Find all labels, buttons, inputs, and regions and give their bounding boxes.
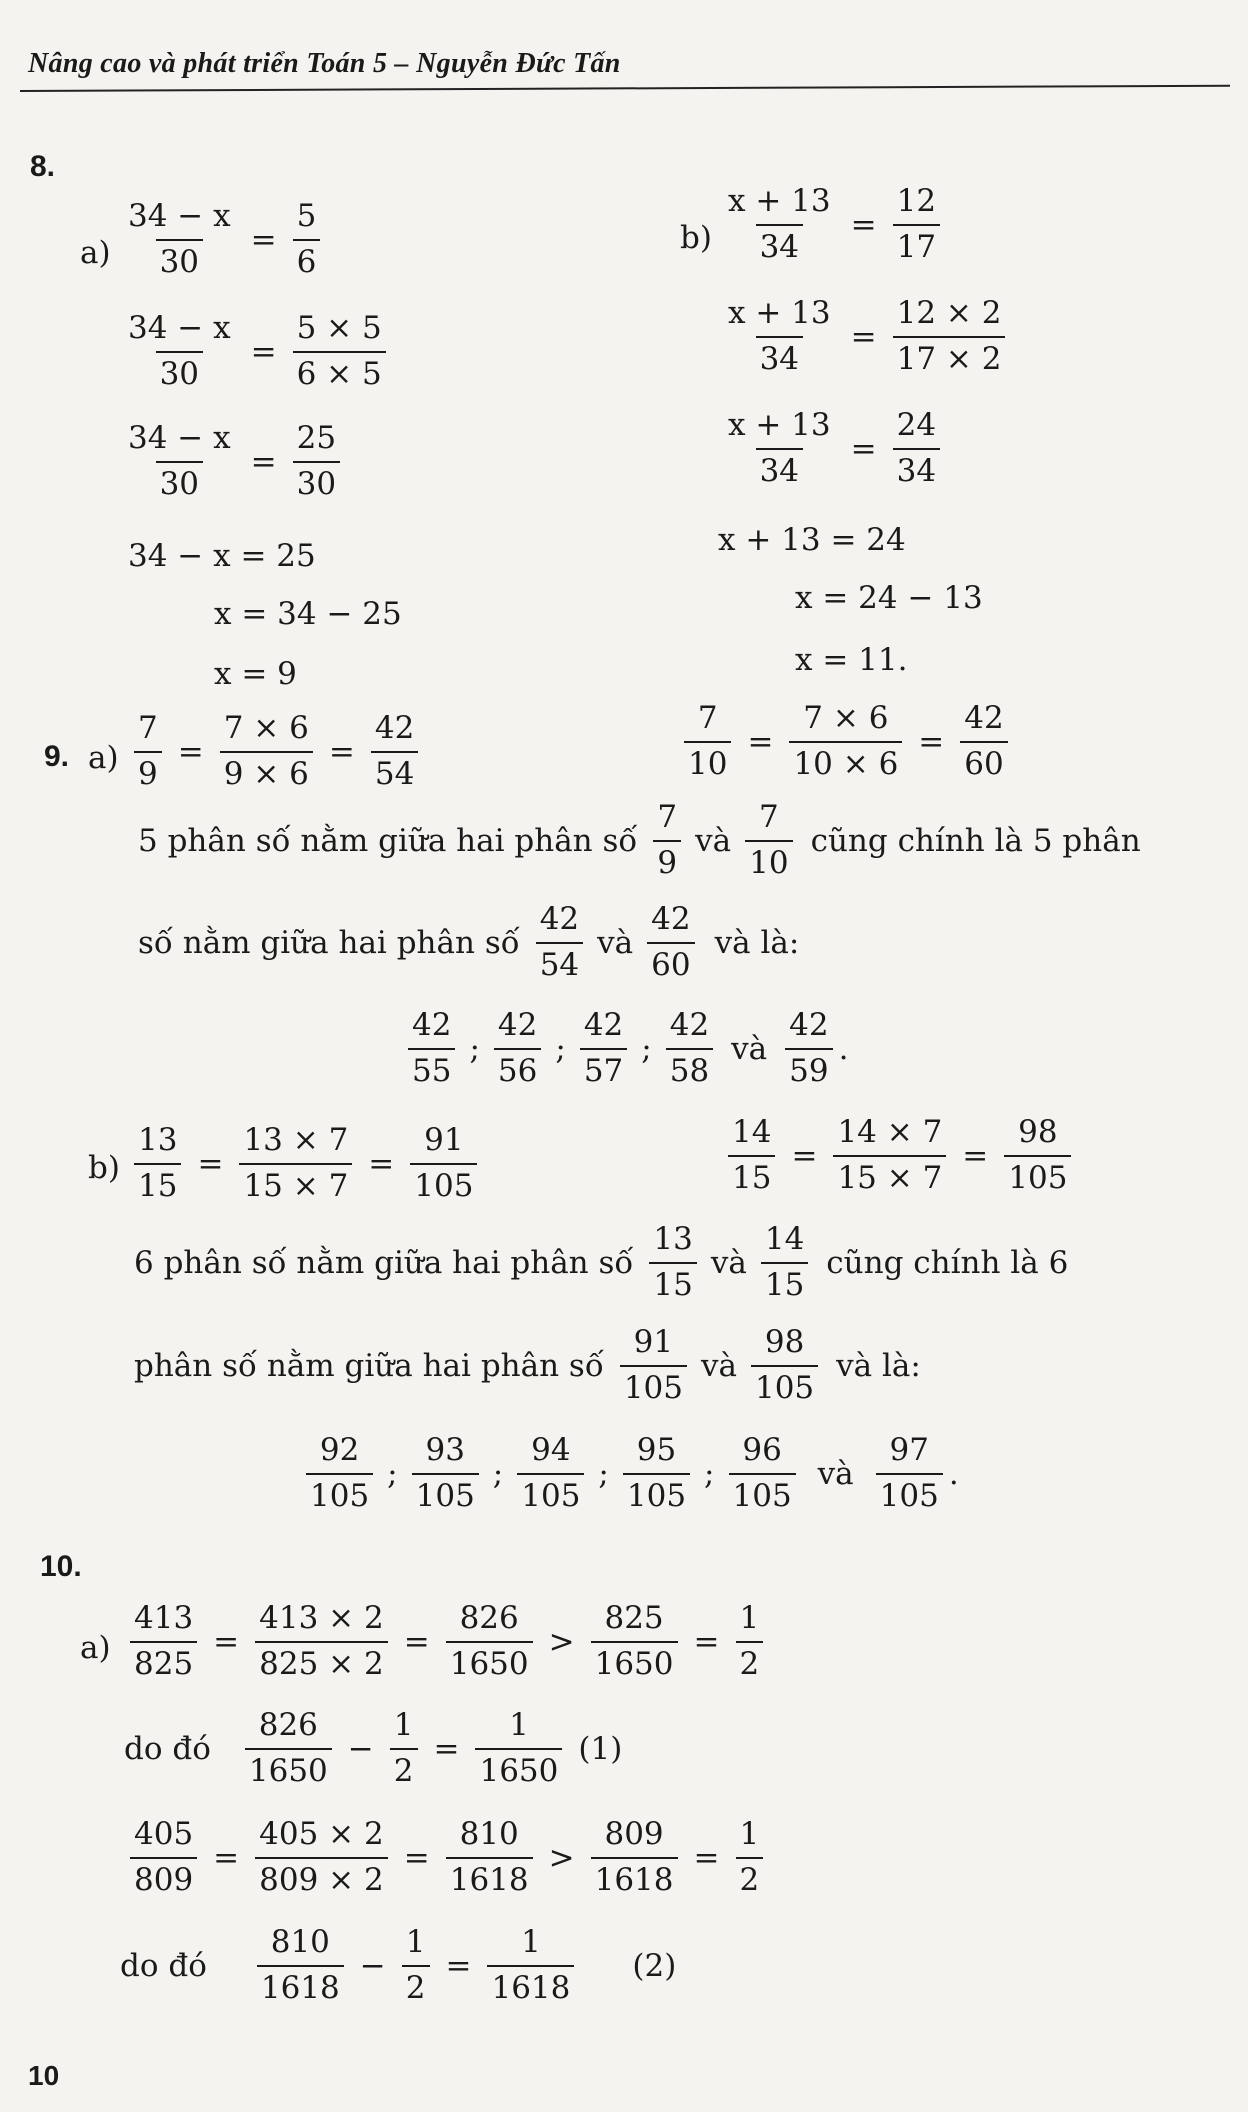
- q10a-equation-3: $\frac{405}{809}$ = $\frac{405 \times 2}{809 \times 2}$ = $\frac{810}{1618}$ > $\frac{809}{1618}$ = $\frac{1}{2}$: [124, 1816, 769, 1898]
- fraction: $\frac{810}{1618}$: [446, 1817, 533, 1898]
- q9a-text-line-2: số nằm giữa hai phân số 42 54 và 42 60 và là:: [138, 901, 800, 983]
- fraction: $\frac{x + 13}{34}$: [728, 407, 831, 489]
- q8-part-b-label: b): [680, 220, 712, 256]
- fraction: $\frac{98}{105}$: [1004, 1115, 1071, 1196]
- question-8-number: 8.: [30, 150, 56, 183]
- fraction: $\frac{825}{1650}$: [591, 1601, 678, 1682]
- fraction: $\frac{14}{15}$: [728, 1115, 775, 1196]
- fraction: $\frac{x + 13}{34}$: [728, 295, 831, 377]
- fraction: $\frac{14 \times 7}{15 \times 7}$: [833, 1115, 946, 1196]
- fraction: 7 9: [653, 800, 681, 881]
- fraction: 42 60: [647, 902, 694, 983]
- fraction: 98 105: [751, 1325, 818, 1406]
- q8a-line-3: $\frac{34 - x}{30}$ = $\frac{25}{30}$: [118, 420, 346, 502]
- fraction: $\frac{24}{34}$: [893, 408, 940, 489]
- fraction: 42 56: [494, 1008, 541, 1089]
- fraction: 42 57: [580, 1008, 627, 1089]
- fraction: $\frac{x + 13}{34}$: [728, 183, 831, 265]
- fraction: $\frac{42}{54}$: [371, 711, 418, 792]
- fraction: $\frac{1}{2}$: [736, 1601, 764, 1682]
- fraction: $\frac{413 \times 2}{825 \times 2}$: [255, 1601, 388, 1682]
- q9b-equation-2: $\frac{14}{15}$ = $\frac{14 \times 7}{15 \times 7}$ = $\frac{98}{105}$: [722, 1114, 1077, 1196]
- q9b-answer-list: 92 105 ; 93 105 ; 94 105 ; 95 105 ; 96 105 và 97 105 .: [300, 1432, 959, 1514]
- q9a-text-line-1: 5 phân số nằm giữa hai phân số 7 9 và 7 10 cũng chính là 5 phân: [138, 799, 1141, 881]
- fraction: 92 105: [306, 1433, 373, 1514]
- fraction: $\frac{34 - x}{30}$: [128, 420, 231, 502]
- q8b-line-6: x = 11.: [795, 642, 908, 678]
- fraction: $\frac{1}{2}$: [402, 1925, 430, 2006]
- fraction: $\frac{7 \times 6}{9 \times 6}$: [220, 711, 313, 792]
- fraction: $\frac{13 \times 7}{15 \times 7}$: [239, 1123, 352, 1204]
- q8b-line-2: $\frac{x + 13}{34}$ = $\frac{12 \times 2}{17 \times 2}$: [718, 295, 1011, 377]
- fraction: $\frac{405}{809}$: [130, 1817, 197, 1898]
- q10a-equation-4: do đó 810 1618 − $\frac{1}{2}$ = $\frac{1}{1618}$ (2): [120, 1924, 677, 2006]
- fraction: $\frac{826}{1650}$: [446, 1601, 533, 1682]
- fraction: $\frac{413}{825}$: [130, 1601, 197, 1682]
- fraction: $\frac{12 \times 2}{17 \times 2}$: [893, 296, 1006, 377]
- fraction: 13 15: [649, 1222, 696, 1303]
- fraction: 810 1618: [257, 1925, 344, 2006]
- q8-part-a-label: a): [80, 235, 111, 271]
- fraction: $\frac{405 \times 2}{809 \times 2}$: [255, 1817, 388, 1898]
- q8a-line-5: x = 34 − 25: [214, 596, 402, 632]
- q9a-equation-1: $\frac{7}{9}$ = $\frac{7 \times 6}{9 \times 6}$ = $\frac{42}{54}$: [128, 710, 424, 792]
- q9-part-a-label: a): [88, 740, 119, 776]
- q10a-equation-2: do đó 826 1650 − $\frac{1}{2}$ = $\frac{1}{1650}$ (1): [124, 1707, 623, 1789]
- fraction: $\frac{7}{9}$: [134, 711, 162, 792]
- fraction: 97 105: [876, 1433, 943, 1514]
- q9b-equation-1: $\frac{13}{15}$ = $\frac{13 \times 7}{15 \times 7}$ = $\frac{91}{105}$: [128, 1122, 483, 1204]
- q8b-line-5: x = 24 − 13: [795, 580, 983, 616]
- q9a-answer-list: 42 55 ; 42 56 ; 42 57 ; 42 58 và 42 59 .: [402, 1007, 848, 1089]
- fraction: 93 105: [412, 1433, 479, 1514]
- fraction: 7 10: [745, 800, 792, 881]
- fraction: $\frac{5}{6}$: [293, 199, 321, 280]
- fraction: $\frac{91}{105}$: [410, 1123, 477, 1204]
- fraction: $\frac{1}{2}$: [390, 1708, 418, 1789]
- fraction: $\frac{1}{1650}$: [475, 1708, 562, 1789]
- fraction: 42 58: [666, 1008, 713, 1089]
- q8b-line-4: x + 13 = 24: [718, 522, 906, 558]
- fraction: $\frac{42}{60}$: [960, 701, 1007, 782]
- fraction: 42 59: [785, 1008, 832, 1089]
- fraction: 91 105: [620, 1325, 687, 1406]
- q8a-line-1: $\frac{34 - x}{30}$ = $\frac{5}{6}$: [118, 198, 326, 280]
- fraction: 96 105: [729, 1433, 796, 1514]
- fraction: 826 1650: [245, 1708, 332, 1789]
- q8a-line-6: x = 9: [214, 656, 297, 692]
- fraction: 95 105: [623, 1433, 690, 1514]
- fraction: 42 55: [408, 1008, 455, 1089]
- fraction: $\frac{7 \times 6}{10 \times 6}$: [789, 701, 902, 782]
- q9b-text-line-2: phân số nằm giữa hai phân số 91 105 và 98 105 và là:: [134, 1324, 921, 1406]
- q8a-line-2: $\frac{34 - x}{30}$ = $\frac{5 \times 5}{6 \times 5}$: [118, 310, 392, 392]
- q9b-text-line-1: 6 phân số nằm giữa hai phân số 13 15 và 14 15 cũng chính là 6: [134, 1221, 1069, 1303]
- fraction: $\frac{7}{10}$: [684, 701, 731, 782]
- fraction: $\frac{13}{15}$: [134, 1123, 181, 1204]
- fraction: $\frac{1}{1618}$: [487, 1925, 574, 2006]
- q9a-equation-2: $\frac{7}{10}$ = $\frac{7 \times 6}{10 \times 6}$ = $\frac{42}{60}$: [678, 700, 1014, 782]
- fraction: $\frac{809}{1618}$: [591, 1817, 678, 1898]
- page-number: 10: [28, 2060, 60, 2091]
- fraction: 42 54: [536, 902, 583, 983]
- question-9-number: 9.: [44, 740, 70, 773]
- q8a-line-4: 34 − x = 25: [128, 538, 316, 574]
- running-header: Nâng cao và phát triển Toán 5 – Nguyễn Đức Tấn: [28, 48, 621, 79]
- q10a-equation-1: $\frac{413}{825}$ = $\frac{413 \times 2}{825 \times 2}$ = $\frac{826}{1650}$ > $\frac{825}{1650}$ = $\frac{1}{2}$: [124, 1600, 769, 1682]
- q9-part-b-label: b): [88, 1150, 120, 1186]
- fraction: $\frac{5 \times 5}{6 \times 5}$: [293, 311, 386, 392]
- fraction: $\frac{12}{17}$: [893, 184, 940, 265]
- q10-part-a-label: a): [80, 1630, 111, 1666]
- q8b-line-1: $\frac{x + 13}{34}$ = $\frac{12}{17}$: [718, 183, 946, 265]
- question-10-number: 10.: [40, 1550, 82, 1583]
- fraction: $\frac{25}{30}$: [293, 421, 340, 502]
- fraction: $\frac{34 - x}{30}$: [128, 310, 231, 392]
- fraction: 14 15: [761, 1222, 808, 1303]
- fraction: 94 105: [517, 1433, 584, 1514]
- fraction: $\frac{34 - x}{30}$: [128, 198, 231, 280]
- header-rule: [20, 85, 1230, 92]
- fraction: $\frac{1}{2}$: [736, 1817, 764, 1898]
- q8b-line-3: $\frac{x + 13}{34}$ = $\frac{24}{34}$: [718, 407, 946, 489]
